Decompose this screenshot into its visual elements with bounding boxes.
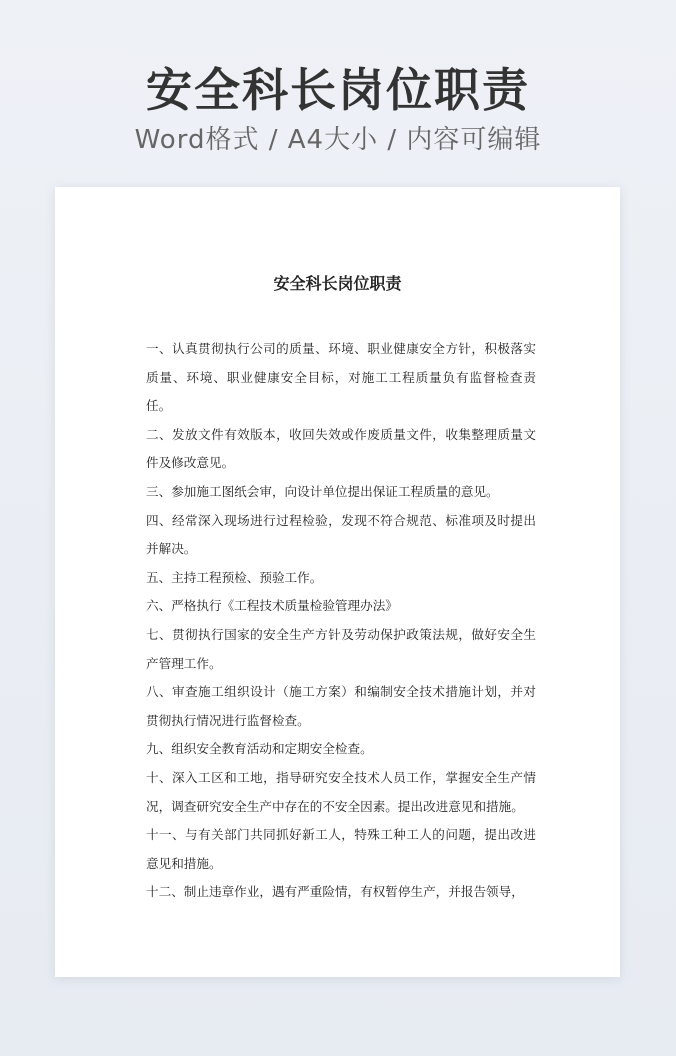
document-paragraph: 十二、制止违章作业，遇有严重险情，有权暂停生产，并报告领导， <box>146 884 524 900</box>
document-body <box>146 335 536 907</box>
format-subtitle: Word格式 / A4大小 / 内容可编辑 <box>134 125 542 155</box>
document-paragraph: 十、深入工区和工地，指导研究安全技术人员工作，掌握安全生产情况，调查研究安全生产中存在的不安全因素。提出改进意见和措施。 <box>146 769 536 814</box>
document-paragraph: 九、组织安全教育活动和定期安全检查。 <box>146 741 373 757</box>
document-paragraph: 十一、与有关部门共同抓好新工人，特殊工种工人的问题，提出改进意见和措施。 <box>146 827 536 871</box>
preview-header <box>0 60 676 158</box>
document-paragraph: 二、发放文件有效版本，收回失效或作废质量文件，收集整理质量文件及修改意见。 <box>146 426 536 471</box>
document-paragraph: 八、审查施工组织设计（施工方案）和编制安全技术措施计划，并对贯彻执行情况进行监督检查。 <box>146 684 536 728</box>
document-paragraph: 三、参加施工图纸会审，向设计单位提出保证工程质量的意见。 <box>146 483 499 499</box>
document-paragraph: 七、贯彻执行国家的安全生产方针及劳动保护政策法规，做好安全生产管理工作。 <box>146 626 536 671</box>
document-paragraph: 五、主持工程预检、预验工作。 <box>146 569 323 585</box>
document-title: 安全科长岗位职责 <box>273 274 402 293</box>
document-paragraph: 六、严格执行《工程技术质量检验管理办法》 <box>146 598 398 614</box>
document-paragraph: 四、经常深入现场进行过程检验，发现不符合规范、标准项及时提出并解决。 <box>146 512 536 557</box>
document-paragraph: 一、认真贯彻执行公司的质量、环境、职业健康安全方针，积极落实质量、环境、职业健康安全目标，对施工工程质量负有监督检查责任。 <box>146 341 536 414</box>
page-title: 安全科长岗位职责 <box>146 63 530 117</box>
document-page <box>55 187 620 977</box>
